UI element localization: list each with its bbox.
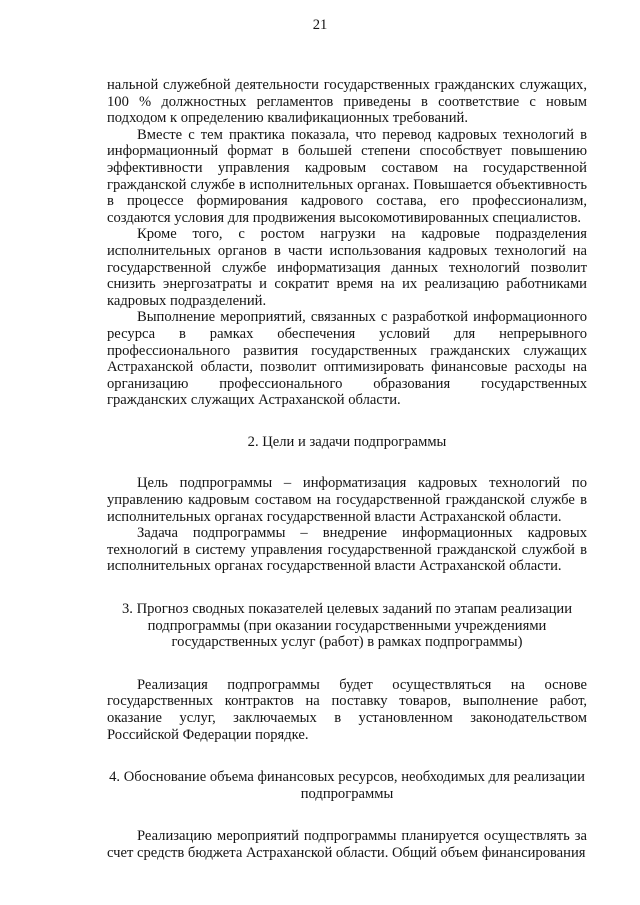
paragraph-8: Реализацию мероприятий подпрограммы планируется осуществлять за счет средств бюджета Астраханской области. Общий объем финансирования xyxy=(107,828,587,861)
spacer xyxy=(107,575,587,601)
spacer xyxy=(107,409,587,434)
page-number: 21 xyxy=(312,17,328,33)
paragraph-2: Вместе с тем практика показала, что перевод кадровых технологий в информационный формат в большей степени способствует повышению эффективности управления кадровым составом на государственной гражданской службе в исполнительных органах. Повышается объективность в процессе формирования кадрового состава, его профессионализм, создаются условия для продвижения высокомотивированных специалистов. xyxy=(107,126,587,226)
section-heading-2: 2. Цели и задачи подпрограммы xyxy=(247,433,447,450)
spacer xyxy=(107,450,587,475)
spacer xyxy=(107,743,587,769)
paragraph-3: Кроме того, с ростом нагрузки на кадровые подразделения исполнительных органов в части использования кадровых технологий на государственной службе информатизация данных технологий позволит снизить энергозатраты и сократит время на их реализацию работниками кадровых подразделений. xyxy=(107,226,587,309)
section-heading-4: 4. Обоснование объема финансовых ресурсов, необходимых для реализации подпрограммы xyxy=(109,769,585,802)
spacer xyxy=(107,651,587,677)
paragraph-4: Выполнение мероприятий, связанных с разработкой информационного ресурса в рамках обеспечения условий для непрерывного профессионального развития государственных гражданских служащих Астраханской области, позволит оптимизировать финансовые расходы на организацию профессионального образования государственных гражданских служащих Астраханской области. xyxy=(107,309,587,409)
paragraph-5: Цель подпрограммы – информатизация кадровых технологий по управлению кадровым составом на государственной гражданской службе в исполнительных органах государственной власти Астраханской области. xyxy=(107,475,587,525)
section-heading-3: 3. Прогноз сводных показателей целевых заданий по этапам реализации подпрограммы (при оказании государственными учреждениями государственных услуг (работ) в рамках подпрограммы) xyxy=(121,601,573,651)
spacer xyxy=(107,802,587,828)
paragraph-1: нальной служебной деятельности государственных гражданских служащих, 100 % должностных регламентов приведены в соответствие с новым подходом к определению квалификационных требований. xyxy=(107,77,587,127)
paragraph-6: Задача подпрограммы – внедрение информационных кадровых технологий в систему управления государственной гражданской службой в исполнительных органах государственной власти Астраханской области. xyxy=(107,525,587,575)
paragraph-7: Реализация подпрограммы будет осуществляться на основе государственных контрактов на поставку товаров, выполнение работ, оказание услуг, заключаемых в установленном законодательством Российской Федерации порядке. xyxy=(107,676,587,743)
document-body xyxy=(107,77,587,862)
